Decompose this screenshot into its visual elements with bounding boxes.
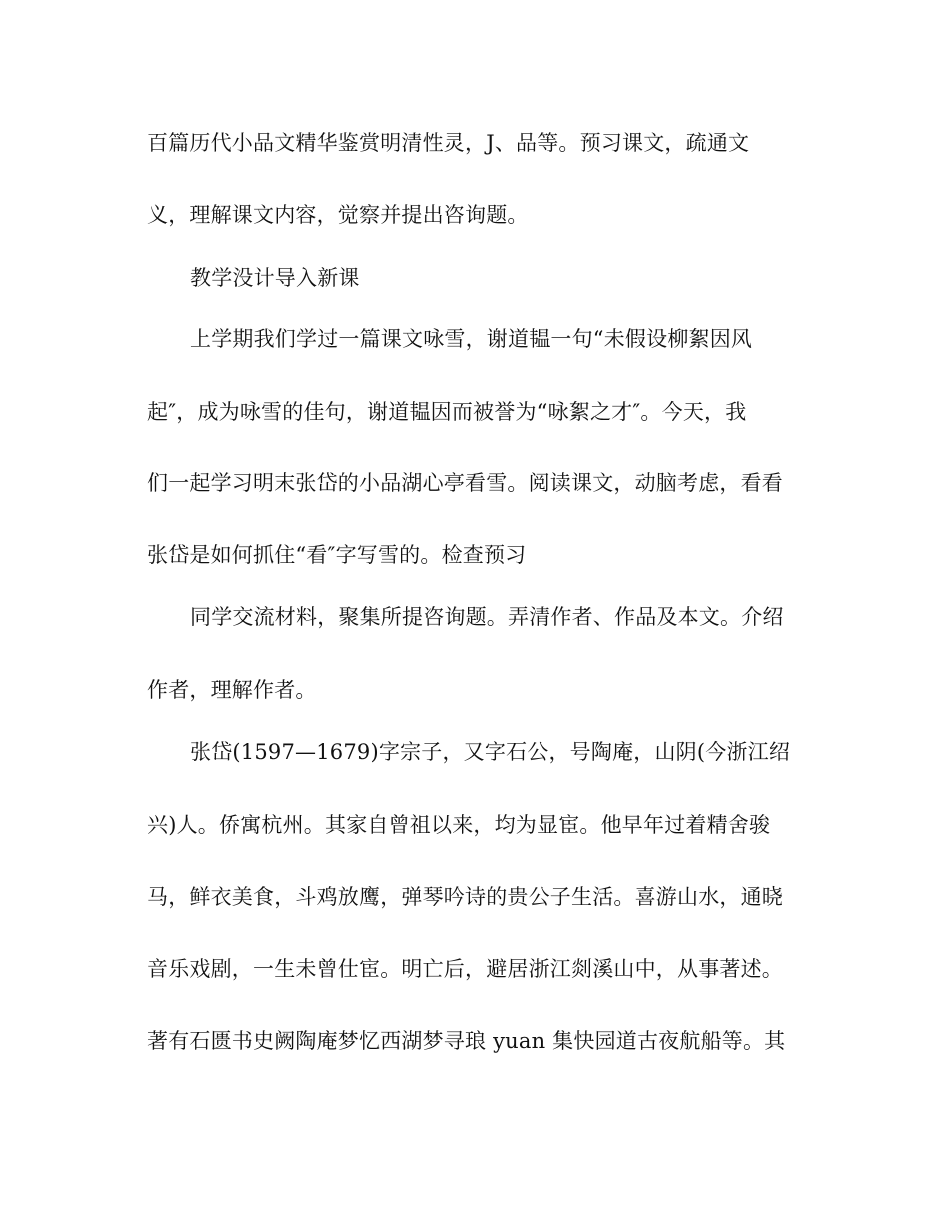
- text-line-12: 马，鲜衣美食，斗鸡放鹰，弹琴吟诗的贵公子生活。喜游山水，通晓: [147, 885, 783, 909]
- text-line-6: 们一起学习明末张岱的小品湖心亭看雪。阅读课文，动脑考虑，看看: [147, 471, 783, 495]
- text-line-1: 百篇历代小品文精华鉴赏明清性灵，J、品等。预习课文，疏通文: [147, 131, 750, 155]
- text-line-5: 起″，成为咏雪的佳句，谢道韫因而被誉为“咏絮之才″。今天，我: [147, 400, 747, 424]
- text-line-2: 义，理解课文内容，觉察并提出咨询题。: [147, 203, 529, 227]
- text-line-10: 张岱(1597—1679)字宗子，又字石公，号陶庵，山阴(今浙江绍: [190, 740, 791, 764]
- text-line-14: 著有石匮书史阙陶庵梦忆西湖梦寻琅 yuan 集快园道古夜航船等。其: [147, 1029, 786, 1053]
- text-line-4: 上学期我们学过一篇课文咏雪，谢道韫一句“未假设柳絮因风: [190, 327, 753, 351]
- text-line-9: 作者，理解作者。: [147, 678, 317, 702]
- text-line-11: 兴)人。侨寓杭州。其家自曾祖以来，均为显宦。他早年过着精舍骏: [147, 813, 771, 837]
- heading-line: 教学没计导入新课: [190, 266, 360, 290]
- text-line-8: 同学交流材料，聚集所提咨询题。弄清作者、作品及本文。介绍: [190, 605, 784, 629]
- text-line-7: 张岱是如何抓住“看″字写雪的。检查预习: [147, 543, 527, 567]
- text-line-13: 音乐戏剧，一生未曾仕宦。明亡后，避居浙江剡溪山中，从事著述。: [147, 957, 783, 981]
